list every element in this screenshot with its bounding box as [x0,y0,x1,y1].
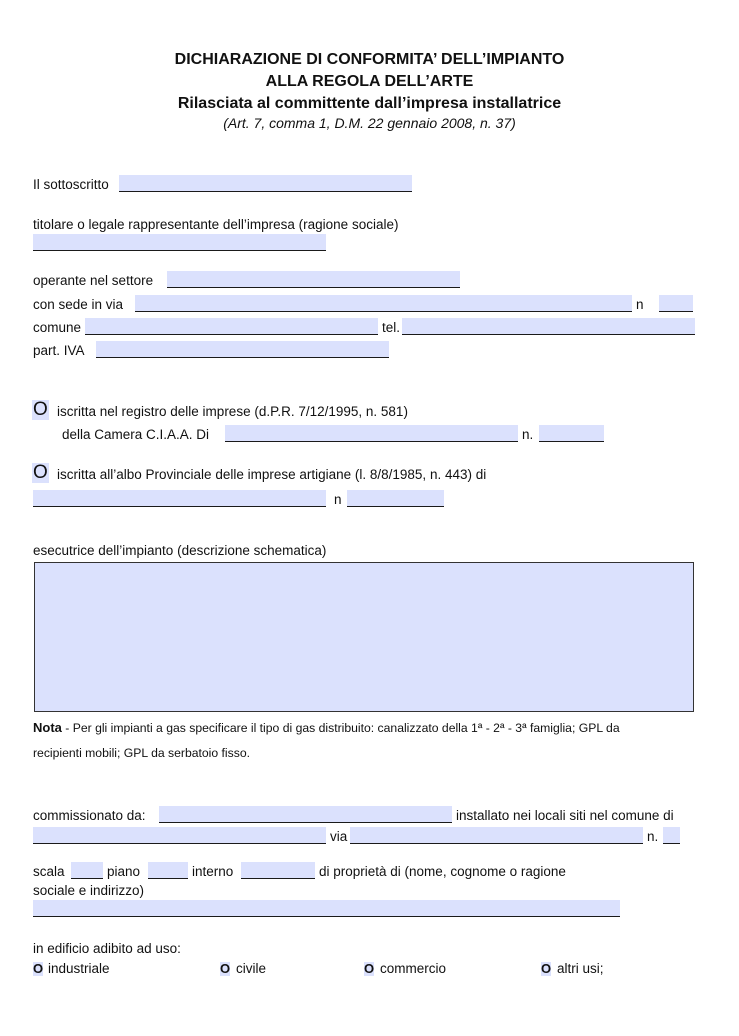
label-edificio: in edificio adibito ad uso: [33,941,181,956]
label-scala: scala [33,864,65,879]
label-interno: interno [192,864,234,879]
nota-line-1 [33,720,620,736]
label-sottoscritto: Il sottoscritto [33,177,109,192]
descrizione-impianto-textarea[interactable] [34,562,694,712]
label-via: via [330,829,348,844]
label-camera: della Camera C.I.A.A. Di [62,427,210,442]
label-n-albo: n [334,492,342,507]
label-titolare: titolare o legale rappresentante dell’impresa (ragione sociale) [33,217,399,232]
label-industriale: industriale [48,961,110,976]
scala-field[interactable] [71,862,103,879]
label-civile: civile [236,961,267,976]
albo-provincia-field[interactable] [33,490,326,507]
proprietario-field[interactable] [33,900,620,917]
label-proprieta: di proprietà di (nome, cognome o ragione [319,864,566,879]
label-piano: piano [107,864,141,879]
nota-text-2: recipienti mobili; GPL da serbatoio fisso. [33,746,250,760]
radio-albo-artigiane[interactable]: O [33,462,48,483]
radio-industriale[interactable]: O [33,961,44,976]
installato-comune-field[interactable] [33,827,326,844]
nota-text-1: - Per gli impianti a gas specificare il tipo di gas distribuito: canalizzato della 1ª - 2ª - 3ª famiglia; GPL da [61,721,620,735]
installato-numero-field[interactable] [663,827,680,844]
title-line-3: Rilasciata al committente dall’impresa installatrice [177,95,562,112]
label-n-camera: n. [522,427,534,442]
title-line-2: ALLA REGOLA DELL’ARTE [265,73,474,90]
label-sede: con sede in via [33,297,124,312]
nota-label: Nota [33,720,62,735]
settore-field[interactable] [167,271,460,288]
label-installato: installato nei locali siti nel comune di [456,808,674,823]
camera-numero-field[interactable] [539,425,604,442]
label-tel: tel. [382,320,401,335]
label-settore: operante nel settore [33,273,154,288]
radio-registro-imprese[interactable]: O [33,399,48,420]
albo-numero-field[interactable] [347,490,444,507]
label-piva: part. IVA [33,343,85,358]
radio-civile[interactable]: O [220,961,231,976]
label-comune: comune [33,320,82,335]
radio-altri-usi[interactable]: O [541,961,552,976]
label-commercio: commercio [380,961,447,976]
camera-ciaa-field[interactable] [225,425,518,442]
tel-field[interactable] [402,318,695,335]
label-esecutrice: esecutrice dell’impianto (descrizione schematica) [33,543,327,558]
sede-numero-field[interactable] [659,295,693,312]
ragione-sociale-field[interactable] [33,234,326,251]
sottoscritto-field[interactable] [119,175,412,192]
title-line-1: DICHIARAZIONE DI CONFORMITA’ DELL’IMPIANTO [174,51,565,68]
installato-via-field[interactable] [350,827,643,844]
piva-field[interactable] [96,341,389,358]
label-albo: iscritta all’albo Provinciale delle imprese artigiane (l. 8/8/1985, n. 443) di [57,467,487,482]
commissionato-field[interactable] [159,806,452,823]
radio-commercio[interactable]: O [364,961,375,976]
label-commissionato: commissionato da: [33,808,146,823]
interno-field[interactable] [241,862,315,879]
piano-field[interactable] [148,862,188,879]
subtitle: (Art. 7, comma 1, D.M. 22 gennaio 2008, n. 37) [223,115,516,131]
label-n-installato: n. [647,829,659,844]
sede-via-field[interactable] [135,295,632,312]
label-sociale: sociale e indirizzo) [33,883,145,898]
label-altri-usi: altri usi; [557,961,604,976]
label-n-sede: n [636,297,644,312]
comune-field[interactable] [85,318,378,335]
label-registro: iscritta nel registro delle imprese (d.P.R. 7/12/1995, n. 581) [57,404,408,419]
